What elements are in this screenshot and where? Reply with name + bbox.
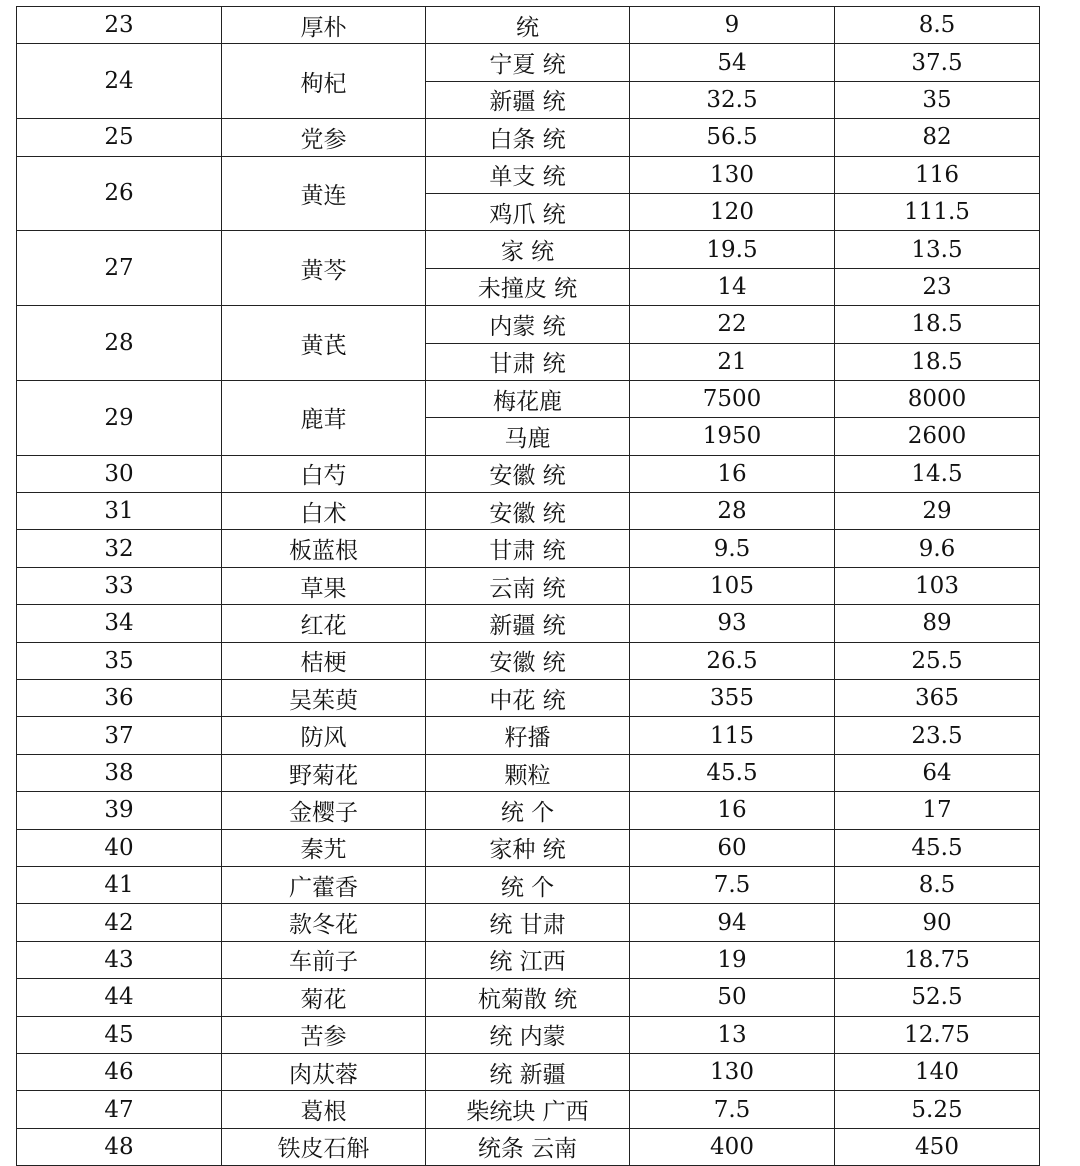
spec-cell: 统 内蒙 xyxy=(426,1016,630,1053)
spec-cell: 云南 统 xyxy=(426,567,630,604)
table-row xyxy=(17,754,1040,791)
price-a-cell: 120 xyxy=(630,193,835,230)
spec-cell: 安徽 统 xyxy=(426,455,630,492)
table-row xyxy=(17,979,1040,1016)
price-a-cell: 7500 xyxy=(630,380,835,417)
price-a-cell: 94 xyxy=(630,904,835,941)
price-b-cell: 37.5 xyxy=(835,44,1040,81)
herb-name-cell: 苦参 xyxy=(222,1016,426,1053)
herb-name-cell: 野菊花 xyxy=(222,754,426,791)
herb-price-table xyxy=(16,6,1040,1166)
herb-name-cell: 菊花 xyxy=(222,979,426,1016)
spec-cell: 颗粒 xyxy=(426,754,630,791)
price-a-cell: 105 xyxy=(630,567,835,604)
herb-name-cell: 黄芪 xyxy=(222,306,426,381)
table-row xyxy=(17,44,1040,81)
row-number-cell: 29 xyxy=(17,380,222,455)
herb-name-cell: 白芍 xyxy=(222,455,426,492)
spec-cell: 家种 统 xyxy=(426,829,630,866)
price-a-cell: 1950 xyxy=(630,418,835,455)
spec-cell: 柴统块 广西 xyxy=(426,1091,630,1128)
row-number-cell: 31 xyxy=(17,493,222,530)
price-a-cell: 7.5 xyxy=(630,1091,835,1128)
spec-cell: 新疆 统 xyxy=(426,81,630,118)
spec-cell: 统 xyxy=(426,7,630,44)
spec-cell: 白条 统 xyxy=(426,119,630,156)
spec-cell: 统 个 xyxy=(426,792,630,829)
row-number-cell: 46 xyxy=(17,1053,222,1090)
herb-name-cell: 黄连 xyxy=(222,156,426,231)
spec-cell: 宁夏 统 xyxy=(426,44,630,81)
price-b-cell: 13.5 xyxy=(835,231,1040,268)
price-b-cell: 45.5 xyxy=(835,829,1040,866)
price-b-cell: 17 xyxy=(835,792,1040,829)
price-b-cell: 140 xyxy=(835,1053,1040,1090)
row-number-cell: 44 xyxy=(17,979,222,1016)
price-a-cell: 45.5 xyxy=(630,754,835,791)
spec-cell: 未撞皮 统 xyxy=(426,268,630,305)
row-number-cell: 45 xyxy=(17,1016,222,1053)
price-a-cell: 19.5 xyxy=(630,231,835,268)
price-a-cell: 13 xyxy=(630,1016,835,1053)
row-number-cell: 48 xyxy=(17,1128,222,1165)
price-a-cell: 14 xyxy=(630,268,835,305)
herb-name-cell: 桔梗 xyxy=(222,642,426,679)
spec-cell: 统 甘肃 xyxy=(426,904,630,941)
table-row xyxy=(17,1128,1040,1165)
row-number-cell: 36 xyxy=(17,680,222,717)
price-b-cell: 365 xyxy=(835,680,1040,717)
price-b-cell: 23 xyxy=(835,268,1040,305)
row-number-cell: 24 xyxy=(17,44,222,119)
table-row xyxy=(17,493,1040,530)
price-b-cell: 111.5 xyxy=(835,193,1040,230)
herb-name-cell: 白术 xyxy=(222,493,426,530)
herb-name-cell: 葛根 xyxy=(222,1091,426,1128)
herb-name-cell: 草果 xyxy=(222,567,426,604)
table-row xyxy=(17,1053,1040,1090)
price-a-cell: 93 xyxy=(630,605,835,642)
spec-cell: 新疆 统 xyxy=(426,605,630,642)
price-a-cell: 7.5 xyxy=(630,866,835,903)
table-row xyxy=(17,941,1040,978)
herb-name-cell: 黄芩 xyxy=(222,231,426,306)
row-number-cell: 26 xyxy=(17,156,222,231)
herb-name-cell: 秦艽 xyxy=(222,829,426,866)
herb-name-cell: 款冬花 xyxy=(222,904,426,941)
price-a-cell: 355 xyxy=(630,680,835,717)
price-b-cell: 18.75 xyxy=(835,941,1040,978)
spec-cell: 家 统 xyxy=(426,231,630,268)
table-row xyxy=(17,7,1040,44)
price-a-cell: 9 xyxy=(630,7,835,44)
price-b-cell: 35 xyxy=(835,81,1040,118)
spec-cell: 单支 统 xyxy=(426,156,630,193)
table-row xyxy=(17,156,1040,193)
spec-cell: 鸡爪 统 xyxy=(426,193,630,230)
price-a-cell: 19 xyxy=(630,941,835,978)
price-b-cell: 116 xyxy=(835,156,1040,193)
price-b-cell: 8.5 xyxy=(835,866,1040,903)
price-b-cell: 5.25 xyxy=(835,1091,1040,1128)
spec-cell: 籽播 xyxy=(426,717,630,754)
row-number-cell: 30 xyxy=(17,455,222,492)
row-number-cell: 27 xyxy=(17,231,222,306)
table-row xyxy=(17,231,1040,268)
herb-name-cell: 肉苁蓉 xyxy=(222,1053,426,1090)
price-b-cell: 64 xyxy=(835,754,1040,791)
price-b-cell: 8000 xyxy=(835,380,1040,417)
price-b-cell: 18.5 xyxy=(835,343,1040,380)
herb-name-cell: 板蓝根 xyxy=(222,530,426,567)
price-b-cell: 2600 xyxy=(835,418,1040,455)
herb-name-cell: 红花 xyxy=(222,605,426,642)
spec-cell: 甘肃 统 xyxy=(426,530,630,567)
price-b-cell: 8.5 xyxy=(835,7,1040,44)
table-row xyxy=(17,829,1040,866)
spec-cell: 统 个 xyxy=(426,866,630,903)
table-row xyxy=(17,567,1040,604)
row-number-cell: 34 xyxy=(17,605,222,642)
price-a-cell: 9.5 xyxy=(630,530,835,567)
table-row xyxy=(17,717,1040,754)
herb-name-cell: 金樱子 xyxy=(222,792,426,829)
table-body xyxy=(17,7,1040,1166)
price-b-cell: 89 xyxy=(835,605,1040,642)
spec-cell: 梅花鹿 xyxy=(426,380,630,417)
table-row xyxy=(17,306,1040,343)
herb-name-cell: 厚朴 xyxy=(222,7,426,44)
price-a-cell: 22 xyxy=(630,306,835,343)
row-number-cell: 41 xyxy=(17,866,222,903)
price-a-cell: 32.5 xyxy=(630,81,835,118)
row-number-cell: 47 xyxy=(17,1091,222,1128)
table-row xyxy=(17,1016,1040,1053)
price-a-cell: 28 xyxy=(630,493,835,530)
herb-name-cell: 车前子 xyxy=(222,941,426,978)
row-number-cell: 42 xyxy=(17,904,222,941)
price-b-cell: 450 xyxy=(835,1128,1040,1165)
table-row xyxy=(17,455,1040,492)
price-a-cell: 130 xyxy=(630,1053,835,1090)
table-row xyxy=(17,642,1040,679)
herb-name-cell: 防风 xyxy=(222,717,426,754)
spec-cell: 马鹿 xyxy=(426,418,630,455)
row-number-cell: 39 xyxy=(17,792,222,829)
price-a-cell: 50 xyxy=(630,979,835,1016)
price-a-cell: 115 xyxy=(630,717,835,754)
table-row xyxy=(17,380,1040,417)
price-b-cell: 52.5 xyxy=(835,979,1040,1016)
price-a-cell: 400 xyxy=(630,1128,835,1165)
row-number-cell: 38 xyxy=(17,754,222,791)
price-b-cell: 103 xyxy=(835,567,1040,604)
price-b-cell: 25.5 xyxy=(835,642,1040,679)
row-number-cell: 25 xyxy=(17,119,222,156)
spec-cell: 杭菊散 统 xyxy=(426,979,630,1016)
row-number-cell: 40 xyxy=(17,829,222,866)
price-a-cell: 54 xyxy=(630,44,835,81)
price-b-cell: 82 xyxy=(835,119,1040,156)
spec-cell: 甘肃 统 xyxy=(426,343,630,380)
price-a-cell: 26.5 xyxy=(630,642,835,679)
price-b-cell: 12.75 xyxy=(835,1016,1040,1053)
table-row xyxy=(17,904,1040,941)
price-b-cell: 18.5 xyxy=(835,306,1040,343)
price-a-cell: 60 xyxy=(630,829,835,866)
table-row xyxy=(17,605,1040,642)
spec-cell: 统 新疆 xyxy=(426,1053,630,1090)
row-number-cell: 33 xyxy=(17,567,222,604)
row-number-cell: 35 xyxy=(17,642,222,679)
table-row xyxy=(17,866,1040,903)
price-b-cell: 9.6 xyxy=(835,530,1040,567)
price-b-cell: 14.5 xyxy=(835,455,1040,492)
spec-cell: 安徽 统 xyxy=(426,493,630,530)
spec-cell: 内蒙 统 xyxy=(426,306,630,343)
row-number-cell: 37 xyxy=(17,717,222,754)
herb-name-cell: 铁皮石斛 xyxy=(222,1128,426,1165)
row-number-cell: 32 xyxy=(17,530,222,567)
price-b-cell: 23.5 xyxy=(835,717,1040,754)
price-a-cell: 130 xyxy=(630,156,835,193)
price-a-cell: 21 xyxy=(630,343,835,380)
spec-cell: 统条 云南 xyxy=(426,1128,630,1165)
table-row xyxy=(17,1091,1040,1128)
herb-name-cell: 吴茱萸 xyxy=(222,680,426,717)
herb-name-cell: 党参 xyxy=(222,119,426,156)
price-b-cell: 90 xyxy=(835,904,1040,941)
price-a-cell: 56.5 xyxy=(630,119,835,156)
price-b-cell: 29 xyxy=(835,493,1040,530)
spec-cell: 统 江西 xyxy=(426,941,630,978)
row-number-cell: 28 xyxy=(17,306,222,381)
herb-name-cell: 枸杞 xyxy=(222,44,426,119)
herb-name-cell: 鹿茸 xyxy=(222,380,426,455)
row-number-cell: 23 xyxy=(17,7,222,44)
table-row xyxy=(17,792,1040,829)
spec-cell: 中花 统 xyxy=(426,680,630,717)
table-row xyxy=(17,119,1040,156)
price-a-cell: 16 xyxy=(630,455,835,492)
spec-cell: 安徽 统 xyxy=(426,642,630,679)
row-number-cell: 43 xyxy=(17,941,222,978)
table-row xyxy=(17,680,1040,717)
herb-name-cell: 广藿香 xyxy=(222,866,426,903)
price-a-cell: 16 xyxy=(630,792,835,829)
table-row xyxy=(17,530,1040,567)
